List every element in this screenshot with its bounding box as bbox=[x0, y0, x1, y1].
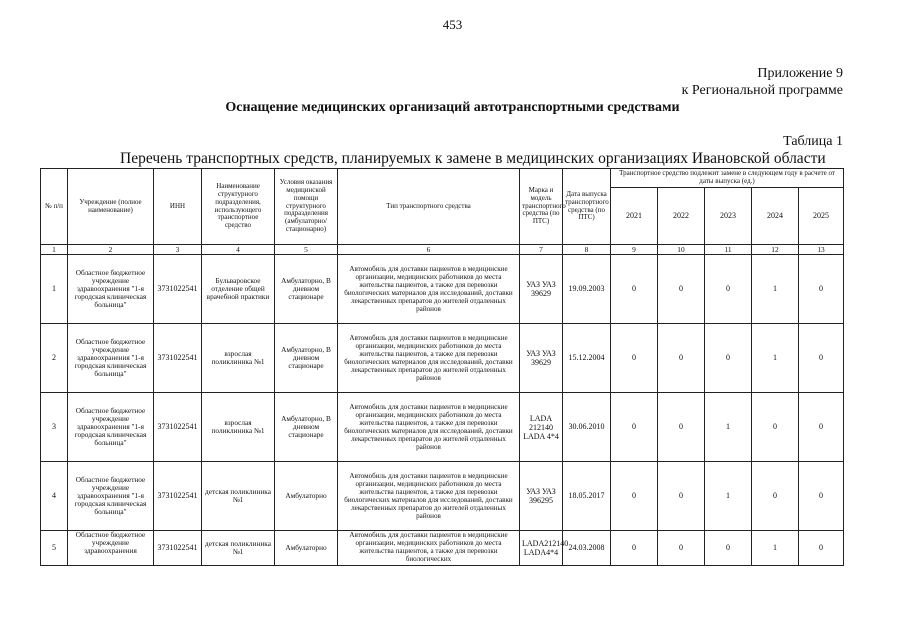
year-value-cell: 0 bbox=[611, 531, 658, 566]
year-value-cell: 1 bbox=[752, 255, 799, 324]
inn-cell: 3731022541 bbox=[154, 462, 202, 531]
conditions-cell: Амбулаторно, В дневном стационаре bbox=[275, 324, 338, 393]
conditions-cell: Амбулаторно bbox=[275, 462, 338, 531]
year-value-cell: 1 bbox=[752, 531, 799, 566]
issue-date-cell: 24.03.2008 bbox=[563, 531, 611, 566]
model-cell: LADA 212140 LADA 4*4 bbox=[520, 393, 563, 462]
vehicle-replacement-table bbox=[40, 168, 844, 566]
issue-date-cell: 19.09.2003 bbox=[563, 255, 611, 324]
year-value-cell: 0 bbox=[658, 462, 705, 531]
table-row bbox=[41, 462, 844, 531]
year-value-cell: 0 bbox=[799, 393, 844, 462]
column-number: 13 bbox=[799, 245, 844, 255]
appendix-label: Приложение 9 bbox=[757, 66, 843, 81]
division-cell: детская поликлиника №1 bbox=[202, 531, 275, 566]
conditions-cell: Амбулаторно, В дневном стационаре bbox=[275, 393, 338, 462]
column-number: 10 bbox=[658, 245, 705, 255]
row-number: 3 bbox=[41, 393, 68, 462]
column-number: 1 bbox=[41, 245, 68, 255]
institution-cell: Областное бюджетное учреждение здравоохранения bbox=[68, 531, 154, 566]
year-value-cell: 0 bbox=[705, 531, 752, 566]
inn-cell: 3731022541 bbox=[154, 324, 202, 393]
header-replacement-group: Транспортное средство подлежит замене в следующем году в расчете от даты выпуска (ед.) bbox=[611, 169, 844, 188]
model-cell: УАЗ УАЗ 39629 bbox=[520, 324, 563, 393]
year-value-cell: 1 bbox=[705, 393, 752, 462]
table-caption: Перечень транспортных средств, планируемых к замене в медицинских организациях Ивановской области bbox=[120, 150, 826, 167]
column-number: 6 bbox=[338, 245, 520, 255]
table-row bbox=[41, 393, 844, 462]
vehicle-type-cell: Автомобиль для доставки пациентов в медицинские организации, медицинских работников до места жительства пациентов, а также для перевозки биологических материалов для исследований, доставки лекарственных препаратов до жителей отдаленных районов bbox=[338, 462, 520, 531]
year-value-cell: 0 bbox=[799, 255, 844, 324]
table-row bbox=[41, 324, 844, 393]
vehicle-type-cell: Автомобиль для доставки пациентов в медицинские организации, медицинских работников до места жительства пациентов, а также для перевозки биологических bbox=[338, 531, 520, 566]
inn-cell: 3731022541 bbox=[154, 393, 202, 462]
model-cell: LADA212140 LADA4*4 bbox=[520, 531, 563, 566]
table-label: Таблица 1 bbox=[783, 134, 843, 149]
vehicle-type-cell: Автомобиль для доставки пациентов в медицинские организации, медицинских работников до места жительства пациентов, а также для перевозки биологических материалов для исследований, доставки лекарственных препаратов до жителей отдаленных районов bbox=[338, 324, 520, 393]
document-title: Оснащение медицинских организаций автотранспортными средствами bbox=[225, 100, 680, 115]
header-year: 2025 bbox=[799, 188, 844, 245]
header-issue-date: Дата выпуска транспортного средства (по ПТС) bbox=[563, 169, 611, 245]
year-value-cell: 1 bbox=[705, 462, 752, 531]
issue-date-cell: 30.06.2010 bbox=[563, 393, 611, 462]
header-model: Марка и модель транспортного средства (по ПТС) bbox=[520, 169, 563, 245]
year-value-cell: 0 bbox=[611, 393, 658, 462]
year-value-cell: 0 bbox=[658, 324, 705, 393]
row-number: 1 bbox=[41, 255, 68, 324]
table-row bbox=[41, 255, 844, 324]
vehicle-type-cell: Автомобиль для доставки пациентов в медицинские организации, медицинских работников до места жительства пациентов, а также для перевозки биологических материалов для исследований, доставки лекарственных препаратов до жителей отдаленных районов bbox=[338, 393, 520, 462]
institution-cell: Областное бюджетное учреждение здравоохранения "1-я городская клиническая больница" bbox=[68, 393, 154, 462]
conditions-cell: Амбулаторно bbox=[275, 531, 338, 566]
year-value-cell: 0 bbox=[752, 393, 799, 462]
year-value-cell: 1 bbox=[752, 324, 799, 393]
division-cell: детская поликлиника №1 bbox=[202, 462, 275, 531]
column-number: 4 bbox=[202, 245, 275, 255]
issue-date-cell: 15.12.2004 bbox=[563, 324, 611, 393]
header-year: 2021 bbox=[611, 188, 658, 245]
institution-cell: Областное бюджетное учреждение здравоохранения "1-я городская клиническая больница" bbox=[68, 462, 154, 531]
row-number: 5 bbox=[41, 531, 68, 566]
year-value-cell: 0 bbox=[658, 255, 705, 324]
header-year: 2024 bbox=[752, 188, 799, 245]
column-number: 9 bbox=[611, 245, 658, 255]
year-value-cell: 0 bbox=[799, 462, 844, 531]
header-conditions: Условия оказания медицинской помощи структурного подразделения (амбулаторно/ стационарно) bbox=[275, 169, 338, 245]
year-value-cell: 0 bbox=[799, 531, 844, 566]
page-number: 453 bbox=[442, 17, 463, 32]
model-cell: УАЗ УАЗ 39629 bbox=[520, 255, 563, 324]
column-number: 7 bbox=[520, 245, 563, 255]
table-row bbox=[41, 531, 844, 566]
column-number: 12 bbox=[752, 245, 799, 255]
column-number: 8 bbox=[563, 245, 611, 255]
issue-date-cell: 18.05.2017 bbox=[563, 462, 611, 531]
column-number: 11 bbox=[705, 245, 752, 255]
header-year: 2022 bbox=[658, 188, 705, 245]
year-value-cell: 0 bbox=[705, 255, 752, 324]
year-value-cell: 0 bbox=[799, 324, 844, 393]
column-number: 5 bbox=[275, 245, 338, 255]
inn-cell: 3731022541 bbox=[154, 531, 202, 566]
header-inn: ИНН bbox=[154, 169, 202, 245]
division-cell: взрослая поликлиника №1 bbox=[202, 393, 275, 462]
institution-cell: Областное бюджетное учреждение здравоохранения "1-я городская клиническая больница" bbox=[68, 255, 154, 324]
header-vehicle-type: Тип транспортного средства bbox=[338, 169, 520, 245]
row-number: 4 bbox=[41, 462, 68, 531]
year-value-cell: 0 bbox=[752, 462, 799, 531]
vehicle-type-cell: Автомобиль для доставки пациентов в медицинские организации, медицинских работников до места жительства пациентов, а также для перевозки биологических материалов для исследований, доставки лекарственных препаратов до жителей отдаленных районов bbox=[338, 255, 520, 324]
column-number-row bbox=[41, 245, 844, 255]
institution-cell: Областное бюджетное учреждение здравоохранения "1-я городская клиническая больница" bbox=[68, 324, 154, 393]
conditions-cell: Амбулаторно, В дневном стационаре bbox=[275, 255, 338, 324]
division-cell: Бульваровское отделение общей врачебной практики bbox=[202, 255, 275, 324]
model-cell: УАЗ УАЗ 396295 bbox=[520, 462, 563, 531]
header-institution: Учреждение (полное наименование) bbox=[68, 169, 154, 245]
row-number: 2 bbox=[41, 324, 68, 393]
year-value-cell: 0 bbox=[611, 255, 658, 324]
year-value-cell: 0 bbox=[611, 324, 658, 393]
inn-cell: 3731022541 bbox=[154, 255, 202, 324]
year-value-cell: 0 bbox=[658, 531, 705, 566]
header-year: 2023 bbox=[705, 188, 752, 245]
division-cell: взрослая поликлиника №1 bbox=[202, 324, 275, 393]
header-division: Наименование структурного подразделения, использующего транспортное средство bbox=[202, 169, 275, 245]
year-value-cell: 0 bbox=[611, 462, 658, 531]
column-number: 2 bbox=[68, 245, 154, 255]
appendix-program: к Региональной программе bbox=[681, 83, 843, 98]
year-value-cell: 0 bbox=[705, 324, 752, 393]
year-value-cell: 0 bbox=[658, 393, 705, 462]
header-num: № п/п bbox=[41, 169, 68, 245]
column-number: 3 bbox=[154, 245, 202, 255]
